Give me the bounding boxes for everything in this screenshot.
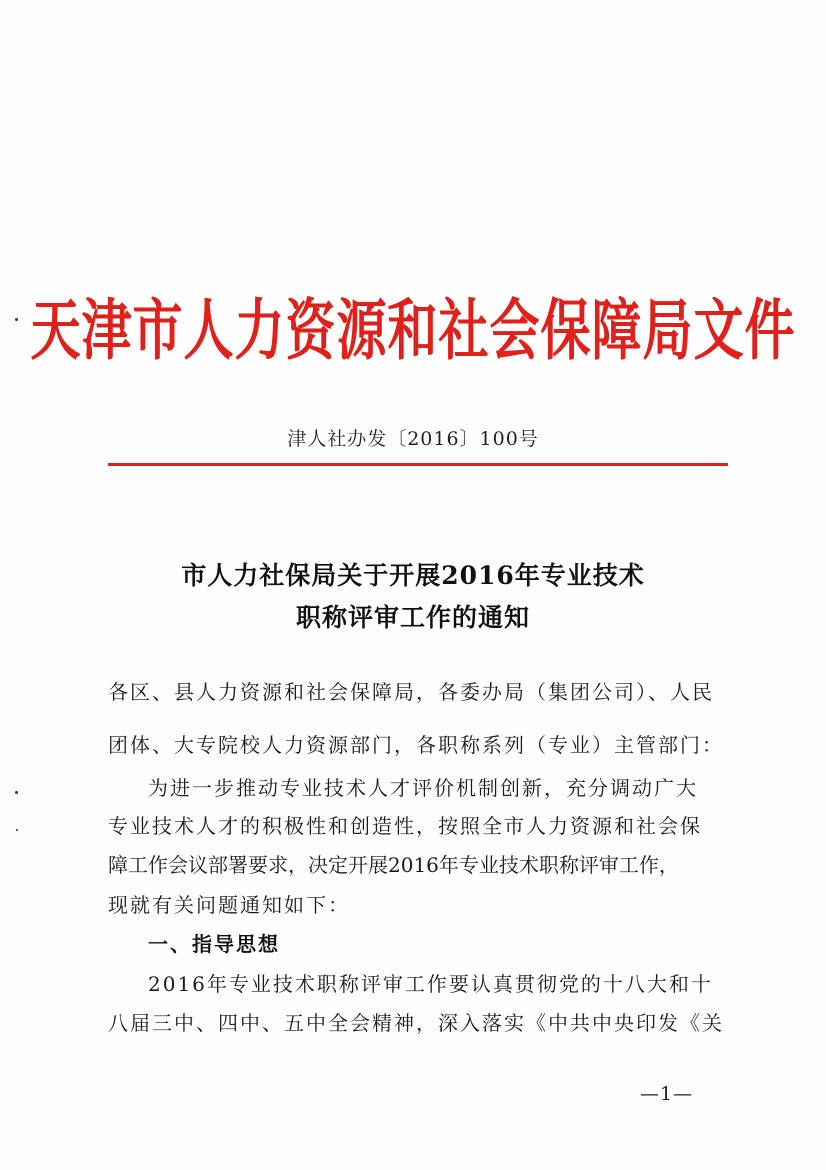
issuer-title: 天津市人力资源和社会保障局文件 — [30, 291, 796, 370]
body-paragraph-line: 2016年专业技术职称评审工作要认真贯彻党的十八大和十 — [148, 972, 713, 996]
page-number: —1— — [640, 1083, 694, 1105]
addressee-line-1: 各区、县人力资源和社会保障局，各委办局（集团公司）、人民 — [108, 680, 714, 704]
body-paragraph-line: 专业技术人才的积极性和创造性，按照全市人力资源和社会保 — [108, 814, 702, 838]
body-paragraph-line: 为进一步推动专业技术人才评价机制创新，充分调动广大 — [148, 776, 698, 800]
notice-title-line-2: 职称评审工作的通知 — [295, 603, 530, 632]
body-paragraph-line: 现就有关问题通知如下： — [108, 893, 350, 917]
red-separator-line — [108, 463, 728, 466]
notice-title-line-1: 市人力社保局关于开展2016年专业技术 — [181, 561, 645, 590]
scan-dot-mark — [16, 829, 18, 831]
addressee-line-2: 团体、大专院校人力资源部门，各职称系列（专业）主管部门： — [108, 733, 724, 757]
document-number: 津人社办发〔2016〕100号 — [287, 428, 539, 450]
scan-dot-mark — [15, 791, 18, 794]
body-paragraph-line: 八届三中、四中、五中全会精神，深入落实《中共中央印发《关 — [108, 1011, 724, 1035]
body-paragraph-line: 障工作会议部署要求，决定开展2016年专业技术职称评审工作， — [108, 853, 679, 877]
section-heading-guiding-ideology: 一、指导思想 — [148, 932, 280, 956]
